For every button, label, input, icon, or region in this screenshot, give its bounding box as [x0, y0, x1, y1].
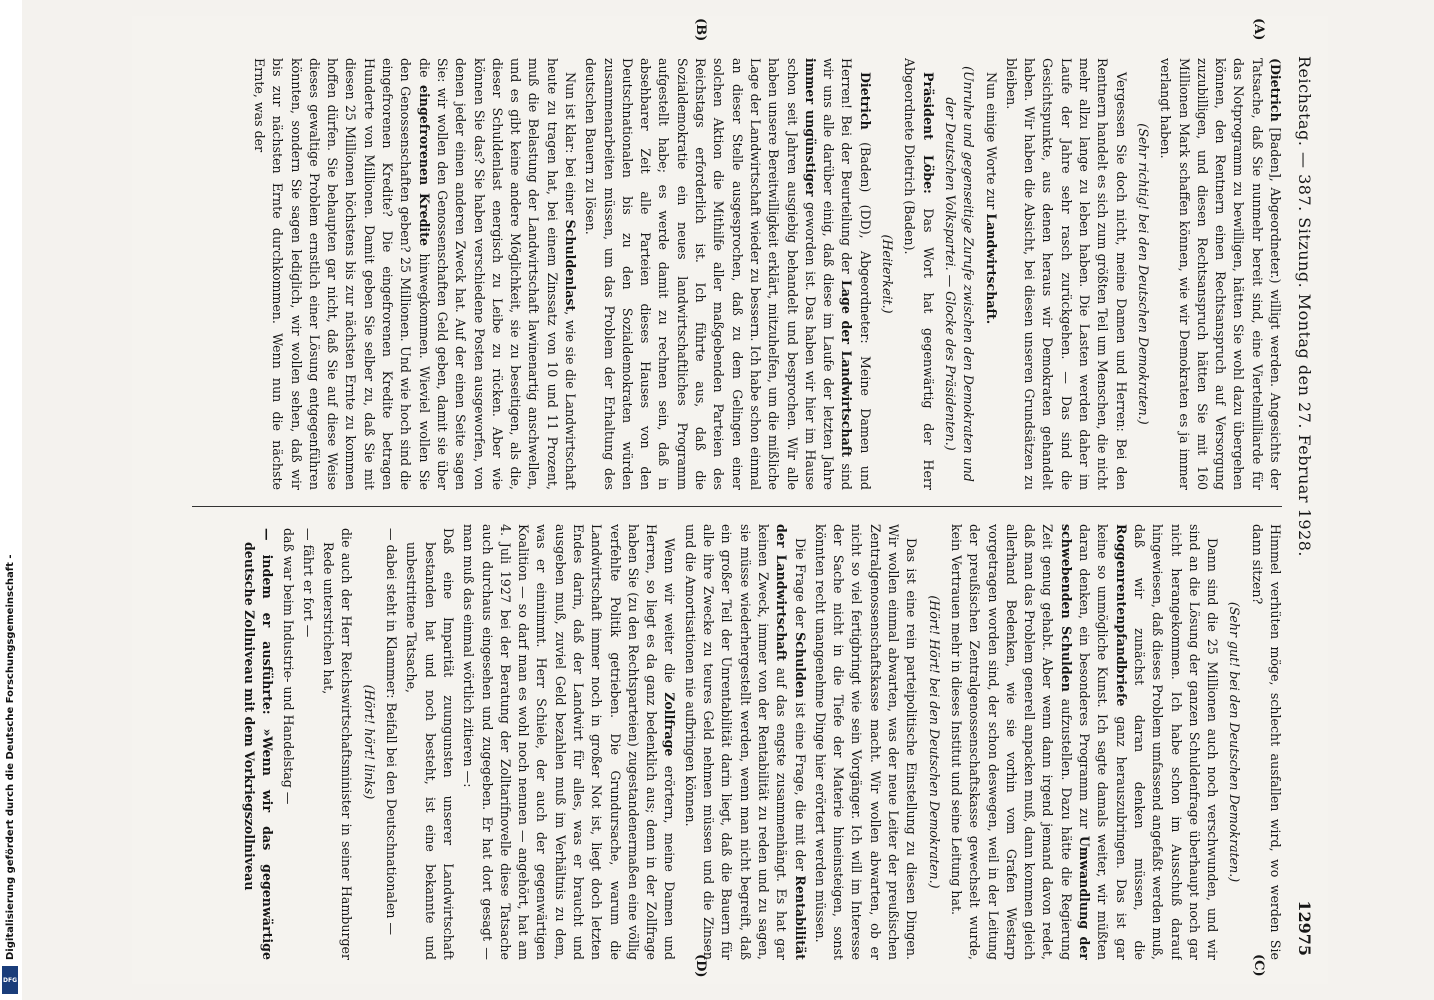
- speaker-name: Dietrich: [857, 72, 873, 130]
- paragraph-text: Wenn wir weiter die: [662, 538, 678, 693]
- left-column: [184, 58, 1284, 490]
- paragraph-text: erörtern, meine Damen und Herren, so liegt es da ganz bedenklich aus; denn in der Zollfrage haben Sie (zu den Rechtsparteien) zugestandenermaßen eine völlig verfehlte Politik getrieben. Die Grundursache, warum die Landwirtschaft immer noch in großer Not ist, liegt doch letzten Endes darin, daß der Landwirt für alles, was er braucht und ausgeben muß, zuviel Geld bezahlen muß im Verhältnis zu dem, was er einnimmt. Herr Schiele, der auch der gegenwärtigen Koalition — so darf man es wohl noch nennen — angehört, hat am 4. Juli 1927 bei der Beratung der Zolltarifnovelle diese Tatsache auch durchaus eingesehen und zugegeben. Er hat dort gesagt — man muß das einmal wörtlich zitieren —:: [461, 524, 678, 960]
- paragraph: [681, 524, 809, 960]
- paragraph-text: geworden ist. Das haben wir hier im Hause schon seit Jahren ausgiebig behandelt und besprochen. Wir alle haben unsere Bereitwilligkeit erklärt, mitzuhelfen, um die mißliche Lage der Landwirtschaft wieder zu bessern. Ich habe schon einmal an dieser Stelle ausgesprochen, daß zu dem Gelingen einer solchen Aktion die Mithilfe aller maßgebenden Parteien des Reichstags erforderlich ist. Ich führte aus, daß die Sozialdemokratie ein neues landwirtschaftliches Programm aufgestellt habe; es werde damit zu rechnen sein, daß in absehbarer Zeit alle Parteien dieses Hauses von den Deutschnationalen bis zu den Sozialdemokraten würden zusammenarbeiten müssen, um das Problem der Erhaltung des deutschen Bauern zu lösen.: [583, 58, 818, 490]
- dfg-logo: [2, 966, 18, 994]
- quote-line: die auch der Herr Reichswirtschaftsminister in seiner Hamburger Rede unterstrichen hat,: [321, 528, 355, 960]
- paragraph: [900, 58, 937, 490]
- quote-line: — dabei steht in Klammer: Beifall bei den Deutschnationalen —: [384, 528, 400, 936]
- right-column: [184, 524, 1284, 960]
- paragraph: Himmel verhüten möge, schlecht ausfallen wird, wo werden Sie dann sitzen?: [1249, 524, 1283, 960]
- paragraph-text: [Baden], Abgeordneter.) willigt werden. Angesichts der Tatsache, daß Sie nunmehr bereit sind, eine Viertelmilliarde für das Notprogramm zu bewilligen, hätten Sie wohl dazu übergehen können, den Rentnern einen Rechtsanspruch auf Versorgung zuzubilligen, und diesen Rechtsanspruch hätten Sie mit 160 Millionen Mark schaffen können, wie wir Demokraten es ja immer verlangt haben.: [1158, 58, 1283, 490]
- paragraph-text: Die Frage der: [792, 538, 808, 633]
- quote-line: daß war beim Industrie- und Handelstag —: [280, 528, 296, 805]
- paragraph-text: Nun ist klar: bei einer: [563, 72, 579, 220]
- paragraph: [459, 524, 679, 960]
- interjection: (Hört! Hört! bei den Deutschen Demokraten.): [926, 595, 942, 889]
- credit-strip: [0, 0, 22, 1000]
- paragraph-text: aufzustellen. Dazu hätte die Regierung Zeit genug gehabt. Aber wenn dann irgend jemand davon redet, daß man das Problem generell anpacken muß, dann kommen gleich allerhand Bedenken, wie sie vorhin vom Grafen Westarp vorgetragen worden sind, der schon deswegen, weil in der Leitung der preußischen Zentralgenossenschaftskasse gewechselt wurde, kein Vertrauen mehr in dieses Institut und seine Leitung hat.: [948, 524, 1074, 960]
- emphasis: Umwandlung der schwebenden Schulden: [1058, 524, 1093, 960]
- paragraph: [581, 58, 874, 490]
- paragraph-text: hinwegkommen. Wieviel wollen Sie den Genossenschaften geben? 25 Millionen. Und wie hoch sind die eingefrorenen Kredite? Die eingefrorenen Kredite betragen Hunderte von Millionen. Damit geben Sie selber zu, daß Sie mit diesen 25 Millionen höchstens bis zur nächsten Ernte zu kommen hoffen dürfen. Sie behaupten gar nicht, daß Sie auf diese Weise dieses gewaltige Problem ernstlich einer Lösung entgegenführen könnten, sondern Sie sagen lediglich, wir wollen sehen, daß wir bis zur nächsten Ernte durchkommen. Wenn nun die nächste Ernte, was der: [251, 58, 432, 490]
- speaker-name: (Dietrich: [1268, 58, 1283, 122]
- emphasis: Schuldenlast: [563, 219, 579, 312]
- paragraph-text: Das Wort hat gegenwärtig der Herr Abgeordnete Dietrich (Baden).: [902, 58, 936, 490]
- column-divider: [192, 506, 1282, 507]
- page-header: [1290, 56, 1318, 956]
- digitization-credit: Digitalisierung gefördert durch die Deutsche Forschungsgemeinschaft -: [5, 554, 16, 960]
- page-number: 12975: [1295, 900, 1314, 956]
- paragraph-text: ist eine Frage, die mit der: [792, 698, 808, 876]
- margin-mark-c: (C): [1251, 954, 1266, 977]
- dfg-logo-text: DFG: [3, 976, 18, 984]
- emphasis: Landwirtschaft.: [983, 213, 999, 325]
- margin-mark-a: (A): [1251, 18, 1266, 41]
- emphasis: Rentabilität der Landwirtschaft: [774, 524, 808, 960]
- paragraph: [250, 58, 579, 490]
- interjection: (Sehr richtig! bei den Deutschen Demokraten.): [1135, 123, 1151, 425]
- paragraph: [981, 58, 999, 490]
- interjection: (Hört! hört! links): [361, 684, 377, 800]
- paragraph: Vergessen Sie doch nicht, meine Damen und Herren: Bei den Rentnern handelt es sich zum größten Teil um Menschen, die nicht mehr allzu lange zu leben haben. Die Lasten werden daher im Laufe der Jahre sehr rasch zurückgehen. — Das sind die Gesichtspunkte, aus denen heraus wir Demokraten gehandelt haben. Wir haben die Absicht, bei diesen unseren Grundsätzen zu bleiben.: [1003, 58, 1129, 490]
- paragraph: [1156, 58, 1284, 490]
- quote-line: — fährt er fort —: [300, 528, 316, 638]
- quote-line: Daß eine Imparität zuungunsten unserer Landwirtschaft bestanden hat und noch besteht, ist eine bekannte und unbestrittene Tatsache,: [404, 528, 456, 960]
- paragraph-text: Dann sind die 25 Millionen auch noch verschwunden, und wir sind an die Lösung der ganzen Schuldenfrage überhaupt noch gar nicht herangekommen. Ich habe schon im Ausschuß darauf hingewiesen, daß dieses Problem umfassend angefaßt werden muß, daß wir zunächst daran denken müssen, die: [1131, 524, 1221, 960]
- paragraph: [947, 524, 1221, 960]
- margin-mark-b: (B): [693, 18, 708, 42]
- emphasis: Zollfrage: [662, 692, 678, 757]
- paragraph-text: auf das engste zusammenhängt. Es hat gar keinen Zweck, immer von der Rentabilität zu reden und zu sagen, sie müsse wiederhergestellt werden, wenn man nicht begreift, daß ein großer Teil der Unrentabilität darin liegt, daß die Bauern für alle ihre Zwecke zu teures Geld nehmen müssen und die Zinsen und die Amortisationen nie aufbringen können.: [682, 524, 790, 960]
- interjection: (Unruhe und gegenseitige Zurufe zwischen den Demokraten und der Deutschen Volkspartei. — Glocke des Präsidenten.): [942, 66, 977, 482]
- paragraph-text: sind wir uns alle darüber einig, daß diese im Laufe der letzten Jahre: [821, 58, 855, 490]
- emphasis: Lage der Landwirtschaft: [839, 280, 855, 458]
- paragraph-text: ganz herauszubringen. Das ist gar keine so unmögliche Kunst. Ich sagte damals weiter, wir müßten daran denken, ein besonderes Programm zur: [1077, 524, 1129, 960]
- interjection: (Sehr gut! bei den Deutschen Demokraten.): [1227, 601, 1243, 883]
- speaker-name: Präsident Löbe:: [920, 72, 936, 194]
- paragraph-text: (Baden) (DD), Abgeordneter: Meine Damen und Herren! Bei der Beurteilung der: [839, 58, 873, 490]
- emphasis: Schulden: [792, 632, 808, 698]
- paragraph: Das ist eine rein parteipolitische Einstellung zu diesen Dingen. Wir wollen einmal abwarten, was der neue Leiter der preußischen Zentralgenossenschaftskasse macht. Wir wollen abwarten, ob er nicht so viel fertigbringt wie sein Vorgänger. Ich will im Interesse der Sache nicht in die Tiefe der Materie hineinsteigen, sonst könnten recht unangenehme Dinge hier erörtert werden müssen.: [812, 524, 920, 960]
- emphasis: Roggenrentenpfandbriefe: [1113, 524, 1129, 707]
- quote-line: — indem er ausführte: »Wenn wir das gegenwärtige deutsche Zollniveau mit dem Vorkriegszollniveau: [241, 528, 276, 960]
- paragraph-text: , wie sie die Landwirtschaft heute zu tragen hat, bei einem Zinssatz von 10 und 11 Prozent, muß die Belastung der Landwirtschaft lawinenartig anschwellen, und es gibt keine andere Möglichkeit, sie zu beseitigen, als die, dieser Schuldenlast energisch zu Leibe zu rücken. Aber wie können Sie das? Sie haben verschiedene Posten ausgeworfen, von denen jeder einen anderen Zweck hat. Auf der einen Seite sagen Sie: wir wollen den Genossenschaften Geld geben, damit sie über die: [416, 58, 579, 490]
- running-head: Reichstag. — 387. Sitzung. Montag den 27. Februar 1928.: [1295, 56, 1314, 557]
- emphasis: eingefrorenen Kredite: [416, 85, 432, 247]
- scanned-page: [132, 16, 1328, 984]
- interjection: (Heiterkeit.): [880, 234, 896, 314]
- paragraph-text: Nun einige Worte zur: [983, 72, 999, 214]
- margin-mark-d: (D): [693, 954, 708, 978]
- emphasis: immer ungünstiger: [802, 58, 818, 197]
